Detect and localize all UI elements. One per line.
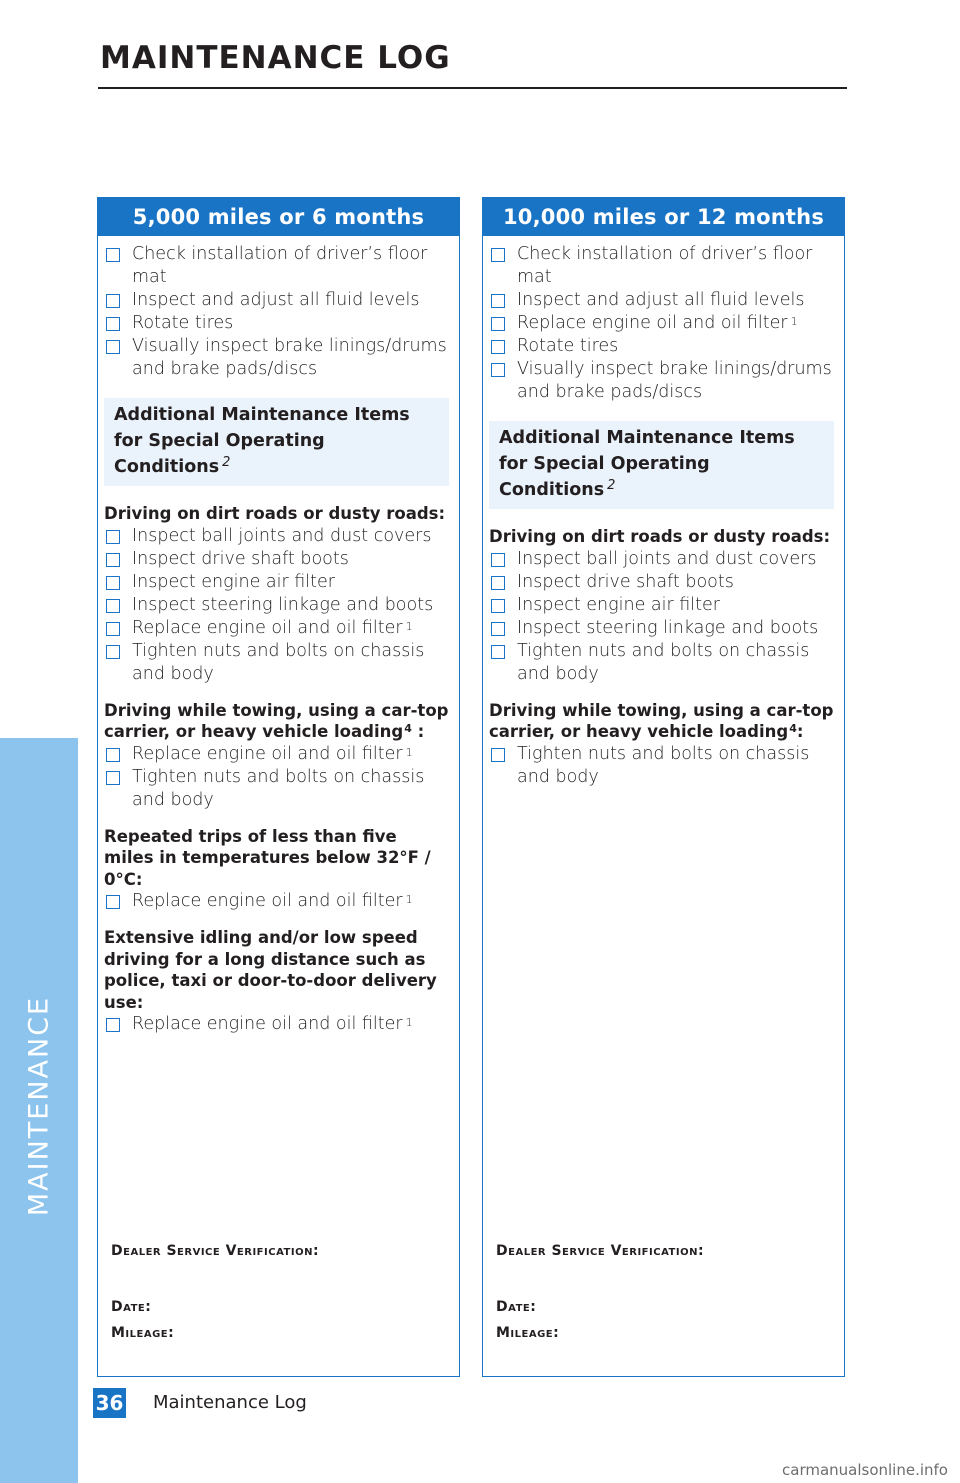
date-label: Date: bbox=[496, 1299, 537, 1315]
checkbox-icon[interactable] bbox=[106, 645, 120, 659]
checklist-item-text bbox=[517, 594, 844, 617]
checklist-item-text bbox=[132, 312, 459, 335]
checkbox-icon[interactable] bbox=[491, 576, 505, 590]
checkbox-icon[interactable] bbox=[491, 748, 505, 762]
towing-heading-end: : bbox=[796, 722, 804, 741]
checklist-item-label: Replace engine oil and oil filter bbox=[132, 1014, 403, 1034]
checklist-item-label: Check installation of driver’s floor mat bbox=[517, 244, 813, 287]
checklist-item-text bbox=[132, 289, 459, 312]
base-items bbox=[104, 243, 459, 381]
checklist-item bbox=[104, 617, 459, 640]
idling-heading: Extensive idling and/or low speed driving for a long distance such as police, taxi or door-to-door delivery use: bbox=[104, 928, 437, 1012]
checklist-item-label: Replace engine oil and oil filter bbox=[132, 743, 403, 764]
checklist-item-text bbox=[517, 617, 844, 640]
checklist-item-text bbox=[132, 766, 459, 812]
checkbox-icon[interactable] bbox=[106, 1018, 120, 1032]
towing-heading-text: Driving while towing, using a car-top carrier, or heavy vehicle loading bbox=[489, 700, 834, 741]
checklist-item bbox=[104, 594, 459, 617]
checklist-item-label: Tighten nuts and bolts on chassis and body bbox=[517, 743, 810, 787]
checklist-item-text bbox=[517, 548, 844, 571]
checklist-item bbox=[489, 617, 844, 640]
checklist-item bbox=[104, 571, 459, 594]
footnote-ref: 1 bbox=[405, 619, 413, 633]
checklist-item bbox=[104, 548, 459, 571]
spacer bbox=[111, 1315, 319, 1325]
towing-heading-text: Driving while towing, using a car-top carrier, or heavy vehicle loading bbox=[104, 700, 449, 741]
short-trips-items bbox=[104, 890, 459, 913]
checklist-item-label: Tighten nuts and bolts on chassis and body bbox=[132, 766, 425, 810]
checkbox-icon[interactable] bbox=[106, 622, 120, 636]
towing-heading bbox=[104, 700, 459, 743]
title-divider bbox=[98, 87, 847, 89]
checklist-item bbox=[489, 640, 844, 686]
checklist-item bbox=[104, 335, 459, 381]
checklist-item-label: Visually inspect brake linings/drums and brake pads/discs bbox=[132, 336, 447, 379]
checklist-item-label: Inspect and adjust all fluid levels bbox=[517, 290, 805, 310]
checklist-item-label: Rotate tires bbox=[132, 313, 234, 333]
date-label: Date: bbox=[111, 1299, 152, 1315]
checklist-item-text bbox=[132, 617, 459, 640]
checkbox-icon[interactable] bbox=[491, 294, 505, 308]
checklist-item-text bbox=[517, 243, 844, 289]
checklist-item-label: Replace engine oil and oil filter bbox=[517, 313, 788, 333]
checklist-item-text bbox=[132, 335, 459, 381]
column-header: 10,000 miles or 12 months bbox=[483, 198, 844, 236]
checklist-item-label: Visually inspect brake linings/drums and brake pads/discs bbox=[517, 359, 832, 402]
column-body bbox=[98, 236, 459, 1036]
footnote-ref: 2 bbox=[222, 455, 231, 470]
dirt-roads-heading: Driving on dirt roads or dusty roads: bbox=[104, 504, 446, 523]
checklist-item-text bbox=[132, 594, 459, 617]
checklist-item-text bbox=[132, 548, 459, 571]
checklist-item bbox=[489, 312, 844, 335]
checkbox-icon[interactable] bbox=[106, 895, 120, 909]
checkbox-icon[interactable] bbox=[491, 622, 505, 636]
dealer-verification bbox=[111, 1243, 319, 1341]
checklist-item-text bbox=[517, 289, 844, 312]
checklist-item-text bbox=[132, 640, 459, 686]
dealer-verification-label: Dealer Service Verification: bbox=[111, 1243, 320, 1259]
checkbox-icon[interactable] bbox=[491, 363, 505, 377]
spacer bbox=[496, 1315, 704, 1325]
checkbox-icon[interactable] bbox=[106, 576, 120, 590]
column-body bbox=[483, 236, 844, 789]
footnote-ref: 4 bbox=[404, 722, 412, 735]
checkbox-icon[interactable] bbox=[491, 645, 505, 659]
checklist-item-label: Inspect steering linkage and boots bbox=[132, 594, 434, 615]
towing-heading bbox=[489, 700, 844, 743]
checklist-item-label: Inspect engine air filter bbox=[517, 594, 720, 615]
checklist-item-label: Inspect drive shaft boots bbox=[132, 548, 349, 569]
towing-heading-end: : bbox=[411, 722, 425, 741]
checklist-item bbox=[104, 289, 459, 312]
footnote-ref: 2 bbox=[607, 478, 616, 493]
checklist-item-label: Tighten nuts and bolts on chassis and body bbox=[517, 640, 810, 684]
checkbox-icon[interactable] bbox=[106, 248, 120, 262]
special-conditions-title: Additional Maintenance Items for Special Operating Conditions bbox=[499, 428, 795, 500]
checklist-item-text bbox=[132, 890, 459, 913]
spacer bbox=[496, 1259, 704, 1299]
checklist-item-label: Inspect engine air filter bbox=[132, 571, 335, 592]
checklist-item-text bbox=[517, 358, 844, 404]
side-tab-label-wrap bbox=[0, 0, 78, 1483]
checkbox-icon[interactable] bbox=[106, 317, 120, 331]
checklist-item bbox=[489, 571, 844, 594]
checklist-item-text bbox=[132, 743, 459, 766]
checklist-item bbox=[104, 640, 459, 686]
checklist-item bbox=[104, 766, 459, 812]
checkbox-icon[interactable] bbox=[491, 340, 505, 354]
checkbox-icon[interactable] bbox=[491, 248, 505, 262]
checklist-item-text bbox=[517, 312, 844, 335]
footnote-ref: 1 bbox=[790, 315, 798, 328]
checklist-item bbox=[489, 289, 844, 312]
side-tab-label: MAINTENANCE bbox=[23, 995, 55, 1217]
checklist-item bbox=[104, 743, 459, 766]
checklist-item bbox=[104, 243, 459, 289]
mileage-label: Mileage: bbox=[496, 1325, 560, 1341]
column-5000-miles bbox=[97, 197, 460, 1377]
footnote-ref: 1 bbox=[405, 745, 413, 759]
checklist-item-label: Inspect drive shaft boots bbox=[517, 571, 734, 592]
checkbox-icon[interactable] bbox=[491, 317, 505, 331]
checklist-item-label: Replace engine oil and oil filter bbox=[132, 891, 403, 911]
dirt-roads-items bbox=[104, 525, 459, 686]
checklist-item-label: Check installation of driver’s floor mat bbox=[132, 244, 428, 287]
towing-items bbox=[489, 743, 844, 789]
spacer bbox=[111, 1259, 319, 1299]
checkbox-icon[interactable] bbox=[491, 599, 505, 613]
checklist-item-text bbox=[517, 335, 844, 358]
checklist-item bbox=[489, 743, 844, 789]
dirt-roads-items bbox=[489, 548, 844, 686]
checklist-item bbox=[104, 1013, 459, 1036]
checkbox-icon[interactable] bbox=[106, 530, 120, 544]
checklist-item bbox=[489, 358, 844, 404]
checkbox-icon[interactable] bbox=[106, 553, 120, 567]
special-conditions-title: Additional Maintenance Items for Special Operating Conditions bbox=[114, 405, 410, 477]
checklist-item bbox=[489, 335, 844, 358]
checklist-item bbox=[104, 312, 459, 335]
checkbox-icon[interactable] bbox=[106, 748, 120, 762]
checklist-item-label: Rotate tires bbox=[517, 336, 619, 356]
checkbox-icon[interactable] bbox=[106, 340, 120, 354]
towing-items bbox=[104, 743, 459, 812]
checkbox-icon[interactable] bbox=[106, 294, 120, 308]
checklist-item-label: Inspect ball joints and dust covers bbox=[132, 525, 432, 546]
column-10000-miles bbox=[482, 197, 845, 1377]
mileage-label: Mileage: bbox=[111, 1325, 175, 1341]
checklist-item bbox=[104, 890, 459, 913]
checklist-item-text bbox=[132, 243, 459, 289]
page-title: MAINTENANCE LOG bbox=[100, 40, 451, 76]
checklist-item bbox=[489, 243, 844, 289]
checklist-item-label: Tighten nuts and bolts on chassis and body bbox=[132, 640, 425, 684]
dealer-verification bbox=[496, 1243, 704, 1341]
checklist-item-text bbox=[132, 525, 459, 548]
footnote-ref: 4 bbox=[789, 722, 797, 735]
footnote-ref: 1 bbox=[405, 1016, 413, 1029]
footnote-ref: 1 bbox=[405, 893, 413, 906]
checklist-item bbox=[489, 594, 844, 617]
checklist-item-label: Replace engine oil and oil filter bbox=[132, 617, 403, 638]
base-items bbox=[489, 243, 844, 404]
checklist-item-text bbox=[132, 571, 459, 594]
checklist-item-label: Inspect and adjust all fluid levels bbox=[132, 290, 420, 310]
dealer-verification-label: Dealer Service Verification: bbox=[496, 1243, 705, 1259]
checkbox-icon[interactable] bbox=[491, 553, 505, 567]
checklist-item bbox=[104, 525, 459, 548]
checklist-item-text bbox=[517, 571, 844, 594]
column-header: 5,000 miles or 6 months bbox=[98, 198, 459, 236]
short-trips-heading: Repeated trips of less than five miles in temperatures below 32°F / 0°C: bbox=[104, 826, 431, 889]
watermark: carmanualsonline.info bbox=[782, 1461, 948, 1479]
special-conditions-box bbox=[104, 398, 449, 486]
idling-items bbox=[104, 1013, 459, 1036]
checkbox-icon[interactable] bbox=[106, 771, 120, 785]
special-conditions-box bbox=[489, 421, 834, 509]
page-number-badge: 36 bbox=[93, 1388, 126, 1418]
checklist-item-text bbox=[132, 1013, 459, 1036]
dirt-roads-heading: Driving on dirt roads or dusty roads: bbox=[489, 527, 831, 546]
checklist-item-text bbox=[517, 640, 844, 686]
checklist-item-text bbox=[517, 743, 844, 789]
checkbox-icon[interactable] bbox=[106, 599, 120, 613]
footer-section-label: Maintenance Log bbox=[153, 1392, 307, 1413]
checklist-item-label: Inspect steering linkage and boots bbox=[517, 617, 819, 638]
checklist-item-label: Inspect ball joints and dust covers bbox=[517, 548, 817, 569]
checklist-item bbox=[489, 548, 844, 571]
